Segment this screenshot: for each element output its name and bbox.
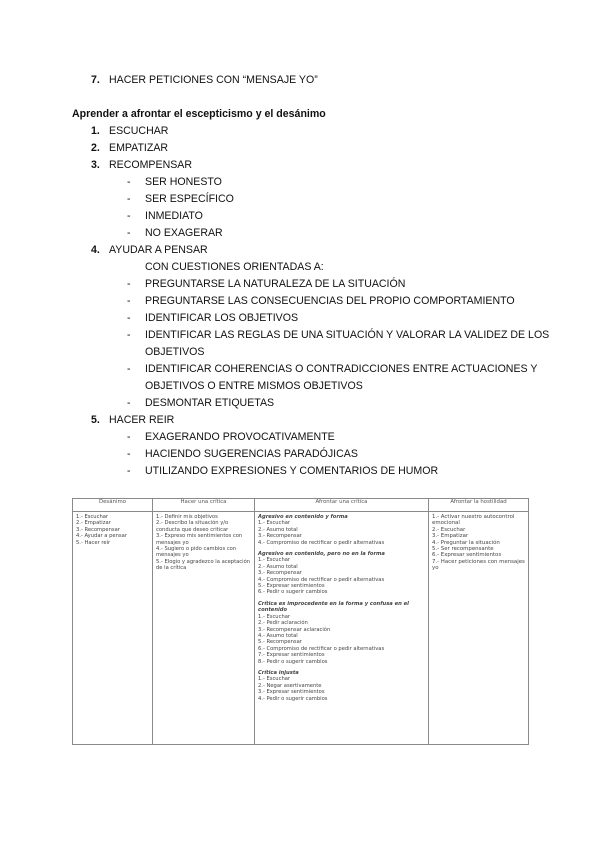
bullet-dash: -: [127, 397, 131, 409]
list-item: 4.- Sugiero o pido cambios con mensajes yo: [156, 546, 237, 559]
list-item: 3.- Expreso mis sentimientos con mensajes yo: [156, 533, 243, 546]
header-afrontar-critica: Afrontar una crítica: [255, 499, 429, 512]
list-item: 1.- Escuchar: [258, 613, 291, 620]
header-hacer-critica: Hacer una crítica: [153, 499, 255, 512]
bullet-dash: -: [127, 465, 131, 477]
list-item: 1.- Escuchar: [258, 676, 291, 683]
list-item: 6.- Compromiso de rectificar o pedir alternativas: [258, 645, 385, 652]
list-item: 2.- Pedir aclaración: [258, 620, 308, 627]
critique-type-title: Crítica injusta: [258, 669, 299, 676]
list-item: 2.- Negar asertivamente: [258, 682, 322, 689]
list-item: 6.- Pedir o sugerir cambios: [258, 589, 328, 596]
list-item: 4.- Pedir o sugerir cambios: [258, 695, 328, 702]
bullet-dash: -: [127, 431, 131, 443]
ayudar-sub-5: IDENTIFICAR COHERENCIAS O CONTRADICCIONES ENTRE ACTUACIONES Y: [145, 363, 538, 375]
bullet-dash: -: [127, 193, 131, 205]
critique-type-title: Agresivo en contenido y forma: [258, 514, 348, 520]
list-item: 4.- Compromiso de rectificar o pedir alternativas: [258, 576, 385, 583]
bullet-dash: -: [127, 278, 131, 290]
item-2-text: EMPATIZAR: [109, 142, 169, 154]
cell-afrontar-hostilidad: [429, 512, 529, 745]
list-item: 6.- Expresar sentimientos: [432, 552, 502, 559]
bullet-dash: -: [127, 312, 131, 324]
reir-sub-2: HACIENDO SUGERENCIAS PARADÓJICAS: [145, 448, 358, 460]
summary-table: [72, 498, 529, 745]
list-item: 4.- Compromiso de rectificar o pedir alternativas: [258, 539, 385, 546]
list-item: 3.- Recompensar aclaración: [258, 626, 331, 633]
bullet-dash: -: [127, 363, 131, 375]
list-item: 5.- Expresar sentimientos: [258, 583, 325, 590]
list-item: 1.- Escuchar: [258, 520, 291, 527]
item-1-text: ESCUCHAR: [109, 125, 169, 137]
list-item: 1.- Activar nuestro autocontrol emocional: [432, 514, 515, 527]
list-item: 2.- Describo la situación y/o conducta que deseo criticar: [156, 520, 229, 533]
cell-desanimo: [73, 512, 153, 745]
recompensar-sub-2: SER ESPECÍFICO: [145, 193, 234, 205]
table-header-row: [73, 499, 529, 512]
list-item: 2.- Asumo total: [258, 563, 298, 570]
list-item: 7.- Hacer peticiones con mensajes yo: [432, 558, 525, 572]
list-item: 2.- Empatizar: [76, 520, 111, 527]
cell-afrontar-critica: [255, 512, 429, 745]
bullet-dash: -: [127, 176, 131, 188]
bullet-dash: -: [127, 448, 131, 460]
list-item: 7.- Expresar sentimientos: [258, 652, 325, 659]
header-afrontar-hostilidad: Afrontar la hostilidad: [429, 499, 529, 512]
list-item: 4.- Ayudar a pensar: [76, 533, 127, 540]
cell-hacer-critica: [153, 512, 255, 745]
list-item: 1.- Definir mis objetivos: [156, 514, 218, 520]
ayudar-sub-3: IDENTIFICAR LOS OBJETIVOS: [145, 312, 299, 324]
list-item: 2.- Escuchar: [432, 526, 466, 533]
list-item: 8.- Pedir o sugerir cambios: [258, 658, 328, 665]
list-item: 5.- Recompensar: [258, 639, 302, 646]
bullet-dash: -: [127, 210, 131, 222]
list-item: 4.- Asumo total: [258, 632, 298, 639]
table-row: [73, 512, 529, 745]
list-item: 5.- Hacer reír: [76, 539, 111, 546]
list-item: 3.- Recompensar: [76, 526, 120, 533]
list-item: 3.- Expresar sentimientos: [258, 689, 325, 696]
recompensar-sub-3: INMEDIATO: [145, 210, 203, 222]
ayudar-sub-1: PREGUNTARSE LA NATURALEZA DE LA SITUACIÓN: [145, 278, 406, 290]
recompensar-sub-1: SER HONESTO: [145, 176, 222, 188]
section-title: Aprender a afrontar el escepticismo y el desánimo: [72, 108, 326, 120]
bullet-dash: -: [127, 329, 131, 341]
ayudar-intro: CON CUESTIONES ORIENTADAS A:: [145, 261, 324, 273]
header-desanimo: Desánimo: [73, 499, 153, 512]
ayudar-sub-4-cont: OBJETIVOS: [145, 346, 205, 358]
item-5-text: HACER REIR: [109, 414, 175, 426]
list-item: 1.- Escuchar: [76, 514, 109, 520]
ayudar-sub-2: PREGUNTARSE LAS CONSECUENCIAS DEL PROPIO COMPORTAMIENTO: [145, 295, 515, 307]
item-1-number: 1.: [91, 125, 100, 137]
item-4-number: 4.: [91, 244, 100, 256]
item-3-number: 3.: [91, 159, 100, 171]
list-item: 4.- Preguntar la situación: [432, 539, 500, 546]
critique-type-title: Crítica es improcedente en la forma y confusa en el contenido: [258, 600, 409, 614]
recompensar-sub-4: NO EXAGERAR: [145, 227, 223, 239]
item-5-number: 5.: [91, 414, 100, 426]
list-item: 3.- Recompensar: [258, 570, 302, 577]
ayudar-sub-5-cont: OBJETIVOS O ENTRE MISMOS OBJETIVOS: [145, 380, 363, 392]
list-item: 1.- Escuchar: [258, 557, 291, 564]
bullet-dash: -: [127, 227, 131, 239]
reir-sub-3: UTILIZANDO EXPRESIONES Y COMENTARIOS DE HUMOR: [145, 465, 439, 477]
list-item: 3.- Empatizar: [432, 533, 469, 540]
item-3-text: RECOMPENSAR: [109, 159, 192, 171]
intro-item-text: HACER PETICIONES CON “MENSAJE YO”: [109, 74, 318, 86]
critique-type-title: Agresivo en contenido, pero no en la forma: [258, 551, 385, 558]
list-item: 3.- Recompensar: [258, 533, 302, 540]
bullet-dash: -: [127, 295, 131, 307]
item-2-number: 2.: [91, 142, 100, 154]
item-4-text: AYUDAR A PENSAR: [109, 244, 208, 256]
ayudar-sub-6: DESMONTAR ETIQUETAS: [145, 397, 275, 409]
list-item: 2.- Asumo total: [258, 526, 298, 533]
list-item: 5.- Elogio y agradezco la aceptación de la crítica: [156, 558, 251, 572]
reir-sub-1: EXAGERANDO PROVOCATIVAMENTE: [145, 431, 335, 443]
ayudar-sub-4: IDENTIFICAR LAS REGLAS DE UNA SITUACIÓN Y VALORAR LA VALIDEZ DE LOS: [145, 329, 550, 341]
intro-item-number: 7.: [91, 74, 100, 86]
list-item: 5.- Ser recompensante: [432, 546, 494, 553]
